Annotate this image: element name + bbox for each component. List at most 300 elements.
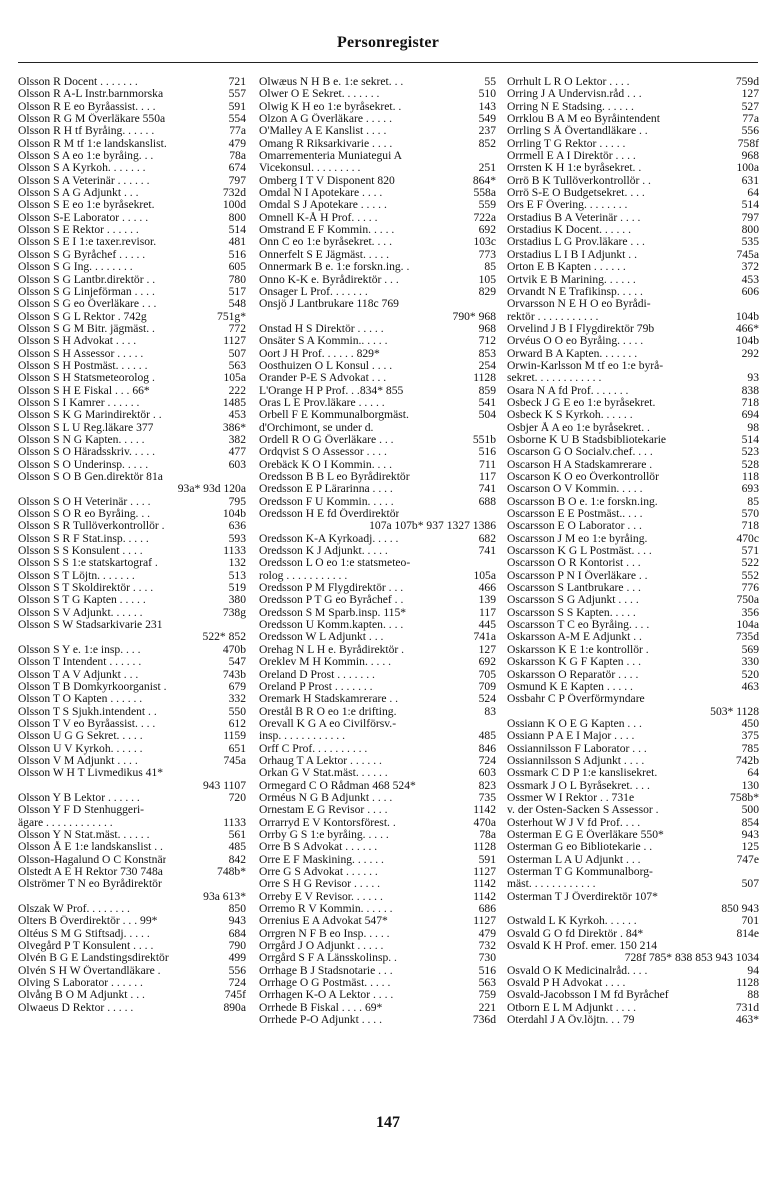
entry-pages: 722a bbox=[473, 210, 496, 224]
entry-pages: 523 bbox=[741, 445, 759, 459]
register-entry bbox=[18, 76, 246, 88]
entry-pages: 712 bbox=[478, 334, 496, 348]
register-entry bbox=[259, 656, 496, 668]
entry-name: Ordqvist S O Assessor . . . . bbox=[259, 446, 387, 459]
entry-name: Oredsson P M Flygdirektör . . . bbox=[259, 582, 404, 595]
entry-name: Oreland P Prost . . . . . . . bbox=[259, 680, 373, 693]
entry-name: Orre E F Maskining. . . . . . bbox=[259, 853, 384, 866]
entry-pages: 513 bbox=[228, 568, 246, 582]
entry-name: Olsson S-E Laborator . . . . . bbox=[18, 211, 149, 224]
entry-name: Oredsson K J Adjunkt. . . . . bbox=[259, 545, 388, 558]
register-entry bbox=[507, 767, 759, 779]
register-entry bbox=[18, 829, 246, 841]
entry-pages: 372 bbox=[741, 260, 759, 274]
entry-name: Osterman T G Kommunalborg- bbox=[507, 866, 653, 878]
register-entry bbox=[507, 224, 759, 236]
entry-pages: 130 bbox=[741, 778, 759, 792]
entry-name: Olsson S H Statsmeteorolog . bbox=[18, 372, 155, 385]
entry-pages: 864* bbox=[472, 173, 496, 187]
entry-pages: 466 bbox=[478, 581, 496, 595]
entry-name: Oscarsson P N I Överläkare . . bbox=[507, 569, 648, 582]
register-entry bbox=[18, 755, 246, 767]
entry-continuation: 790* 968 bbox=[452, 309, 496, 323]
entry-pages: 603 bbox=[228, 457, 246, 471]
entry-name: Oredsson L O eo 1:e statsmeteo- bbox=[259, 557, 411, 570]
register-entry bbox=[507, 928, 759, 940]
register-entry bbox=[507, 199, 759, 211]
entry-pages bbox=[242, 804, 246, 816]
entry-pages: 549 bbox=[478, 112, 496, 126]
page-number: 147 bbox=[376, 1114, 400, 1131]
register-entry bbox=[259, 261, 496, 273]
entry-pages: 548 bbox=[228, 297, 246, 311]
entry-pages: 776 bbox=[741, 581, 759, 595]
entry-pages: 751g* bbox=[217, 309, 246, 323]
entry-name: Oltéus S M G Stiftsadj. . . . . bbox=[18, 927, 150, 940]
entry-pages: 547 bbox=[228, 655, 246, 669]
entry-name: Olsson S H Advokat . . . . bbox=[18, 335, 137, 348]
entry-continuation: 943 1107 bbox=[202, 778, 246, 792]
entry-pages: 1142 bbox=[473, 803, 496, 817]
entry-pages: 758f bbox=[737, 136, 759, 150]
register-entry bbox=[18, 335, 246, 347]
register-entry bbox=[259, 718, 496, 730]
entry-pages: 237 bbox=[478, 124, 496, 138]
entry-name: Olsson-Hagalund O C Konstnär bbox=[18, 853, 167, 866]
entry-pages: 292 bbox=[741, 346, 759, 360]
register-entry bbox=[507, 372, 759, 384]
entry-pages: 968 bbox=[478, 321, 496, 335]
register-entry bbox=[259, 829, 496, 841]
entry-pages: 558a bbox=[473, 186, 496, 200]
entry-pages: 510 bbox=[478, 87, 496, 101]
register-entry bbox=[259, 459, 496, 471]
entry-pages: 692 bbox=[478, 223, 496, 237]
register-entry bbox=[259, 212, 496, 224]
entry-pages: 780 bbox=[228, 272, 246, 286]
entry-name: Orvelind J B I Flygdirektör 79b bbox=[507, 322, 655, 335]
entry-pages: 551b bbox=[472, 432, 496, 446]
register-entry bbox=[507, 866, 759, 878]
register-entry bbox=[18, 125, 246, 137]
entry-pages: 785 bbox=[741, 741, 759, 755]
register-entry bbox=[18, 459, 246, 471]
entry-pages: 800 bbox=[228, 210, 246, 224]
entry-name: Ossmark C D P 1:e kanslisekret. bbox=[507, 767, 658, 780]
register-entry bbox=[507, 101, 759, 113]
entry-name: Oscarson K O eo Överkontrollör bbox=[507, 471, 659, 483]
entry-pages: 527 bbox=[741, 99, 759, 113]
register-entry bbox=[507, 520, 759, 532]
register-entry bbox=[18, 681, 246, 693]
entry-name: Olwig K H eo 1:e byråsekret. . bbox=[259, 100, 402, 113]
register-entry bbox=[259, 619, 496, 631]
register-entry bbox=[18, 644, 246, 656]
entry-name: Orstadius L G Prov.läkare . . . bbox=[507, 236, 645, 249]
register-column-2 bbox=[259, 76, 496, 1026]
register-entry bbox=[259, 693, 496, 705]
entry-name: Olsson S O Underinsp. . . . . bbox=[18, 458, 149, 471]
register-entry bbox=[259, 76, 496, 88]
entry-pages: 105a bbox=[473, 568, 496, 582]
entry-pages: 78a bbox=[479, 827, 496, 841]
entry-name: Olving S Laborator . . . . . . bbox=[18, 977, 143, 990]
entry-name: Olvén S H W Övertandläkare . bbox=[18, 964, 161, 977]
entry-pages: 748b* bbox=[217, 865, 246, 878]
entry-pages: 453 bbox=[228, 408, 246, 422]
register-entry bbox=[507, 977, 759, 989]
register-entry bbox=[507, 249, 759, 261]
entry-pages: 221 bbox=[478, 1000, 496, 1014]
entry-name: Omarrementeria Muniategui A bbox=[259, 150, 402, 163]
register-entry bbox=[507, 113, 759, 125]
entry-pages bbox=[242, 878, 246, 890]
entry-name: Oredsson H E fd Överdirektör bbox=[259, 508, 400, 521]
entry-pages: 479 bbox=[228, 136, 246, 150]
entry-pages: 485 bbox=[228, 840, 246, 854]
entry-name: Orreby E V Revisor. . . . . . bbox=[259, 890, 383, 903]
register-entry bbox=[507, 496, 759, 508]
entry-pages: 679 bbox=[228, 679, 246, 693]
entry-pages: 741 bbox=[478, 482, 496, 496]
entry-name: Oscarsson K G L Postmäst. . . . bbox=[507, 545, 652, 558]
entry-name: Osterman G eo Bibliotekarie . . bbox=[507, 841, 653, 854]
entry-pages: 724 bbox=[478, 753, 496, 767]
entry-pages: 1127 bbox=[473, 914, 496, 928]
register-entry bbox=[507, 150, 759, 162]
register-entry bbox=[18, 212, 246, 224]
register-entry bbox=[507, 323, 759, 335]
entry-name: Orebäck K O I Kommin. . . . bbox=[259, 458, 392, 471]
entry-pages: 118 bbox=[742, 470, 759, 483]
register-entry bbox=[507, 693, 759, 705]
register-entry bbox=[18, 977, 246, 989]
entry-name: Olsson S H E Fiskal . . . 66* bbox=[18, 384, 150, 397]
register-entry bbox=[507, 792, 759, 804]
entry-pages: 528 bbox=[741, 457, 759, 471]
entry-name: Ormegard C O Rådman 468 524* bbox=[259, 779, 416, 792]
entry-name: Olsson S O R eo Byråing. . . bbox=[18, 508, 151, 521]
entry-pages: 1127 bbox=[473, 865, 496, 878]
register-entry bbox=[259, 175, 496, 187]
register-entry bbox=[507, 409, 759, 421]
entry-pages: 470c bbox=[736, 531, 759, 545]
register-entry bbox=[507, 582, 759, 594]
entry-name: Olströmer T N eo Byrådirektör bbox=[18, 878, 162, 891]
entry-pages: 735 bbox=[478, 790, 496, 804]
entry-pages: 571 bbox=[741, 544, 759, 558]
register-entry bbox=[259, 817, 496, 829]
entry-name: Orrby G S 1:e byråing. . . . . bbox=[259, 828, 389, 841]
entry-name: Oreklev M H Kommin. . . . . bbox=[259, 656, 392, 669]
register-entry bbox=[259, 681, 496, 693]
register-entry bbox=[259, 706, 496, 718]
entry-pages bbox=[242, 767, 246, 779]
entry-name: Otborn E L M Adjunkt . . . . bbox=[507, 1001, 637, 1014]
register-entry bbox=[18, 706, 246, 718]
register-entry bbox=[18, 508, 246, 520]
entry-name: Oskarsson K G F Kapten . . . bbox=[507, 656, 641, 669]
entry-name: Oredsson U Komm.kapten. . . . bbox=[259, 619, 404, 632]
entry-pages: 612 bbox=[228, 716, 246, 730]
entry-name: Olsson S H Assessor . . . . . bbox=[18, 347, 144, 360]
register-entry bbox=[259, 891, 496, 903]
register-entry bbox=[507, 187, 759, 199]
register-entry bbox=[507, 594, 759, 606]
register-entry bbox=[18, 928, 246, 940]
entry-name: Osbeck J G E eo 1:e byråsekret. bbox=[507, 396, 656, 409]
register-entry bbox=[507, 557, 759, 569]
entry-pages bbox=[755, 693, 759, 705]
entry-pages: 842 bbox=[228, 852, 246, 866]
entry-pages: 605 bbox=[228, 260, 246, 274]
entry-name: Olsson T O Kapten . . . . . . bbox=[18, 693, 143, 706]
register-entry bbox=[18, 570, 246, 582]
entry-name: Ossbahr C P Överförmyndare bbox=[507, 693, 645, 706]
entry-pages: 104a bbox=[736, 618, 759, 632]
entry-name: Oscarsson J M eo 1:e byråing. bbox=[507, 532, 648, 545]
entry-pages: 522 bbox=[741, 556, 759, 570]
register-entry bbox=[259, 471, 496, 483]
entry-name: Olsson S G eo Överläkare . . . bbox=[18, 298, 157, 311]
register-entry bbox=[507, 804, 759, 816]
register-entry bbox=[507, 780, 759, 792]
entry-pages: 732 bbox=[478, 939, 496, 953]
register-entry bbox=[259, 101, 496, 113]
entry-name: Omdal N I Apotekare . . . . bbox=[259, 187, 383, 200]
entry-pages: 570 bbox=[741, 507, 759, 521]
register-entry bbox=[507, 125, 759, 137]
register-entry bbox=[18, 693, 246, 705]
entry-pages: 550 bbox=[228, 704, 246, 718]
entry-pages: 1128 bbox=[473, 840, 496, 854]
entry-pages: 517 bbox=[228, 284, 246, 298]
entry-name: Osterman E G E Överläkare 550* bbox=[507, 828, 664, 841]
entry-pages: 745a bbox=[736, 247, 759, 261]
entry-pages: 593 bbox=[228, 531, 246, 545]
entry-name: Orton E B Kapten . . . . . . bbox=[507, 261, 626, 274]
register-entry bbox=[507, 348, 759, 360]
register-entry bbox=[259, 409, 496, 421]
register-entry bbox=[259, 755, 496, 767]
entry-pages: 556 bbox=[741, 124, 759, 138]
entry-pages: 720 bbox=[228, 790, 246, 804]
entry-name: Oscarsson B O e. 1:e forskn.ing. bbox=[507, 495, 658, 508]
entry-pages: 481 bbox=[228, 235, 246, 249]
register-entry bbox=[259, 854, 496, 866]
entry-name: Olsson T Intendent . . . . . . bbox=[18, 656, 142, 669]
register-entry bbox=[259, 446, 496, 458]
entry-name: Oras L E Prov.läkare . . . . . bbox=[259, 396, 385, 409]
entry-pages: 541 bbox=[478, 395, 496, 409]
entry-pages: 743b bbox=[222, 667, 246, 681]
register-entry bbox=[18, 915, 246, 927]
register-entry bbox=[507, 471, 759, 483]
register-entry bbox=[259, 360, 496, 372]
entry-name: Orrarryd E V Kontorsförest. . bbox=[259, 816, 396, 829]
register-entry bbox=[507, 162, 759, 174]
entry-name: Oskarsson K E 1:e kontrollör . bbox=[507, 643, 649, 656]
entry-name: Orrhede P-O Adjunkt . . . . bbox=[259, 1014, 383, 1027]
entry-name: Vicekonsul. . . . . . . . . bbox=[259, 162, 361, 175]
register-entry bbox=[259, 878, 496, 890]
entry-name: Orrö S-E O Budgetsekret. . . . bbox=[507, 187, 645, 200]
entry-name: Orrhage O G Postmäst. . . . . bbox=[259, 977, 391, 990]
entry-continuation: 107a 107b* 937 1327 1386 bbox=[369, 519, 496, 533]
entry-name: Oterdahl J A Öv.löjtn. . . 79 bbox=[507, 1014, 635, 1027]
entry-pages: 519 bbox=[228, 581, 246, 595]
entry-name: Ossiannilsson S Adjunkt . . . . bbox=[507, 754, 645, 767]
register-entry bbox=[259, 187, 496, 199]
register-entry bbox=[18, 236, 246, 248]
register-entry bbox=[507, 483, 759, 495]
entry-name: Oskarsson A-M E Adjunkt . . bbox=[507, 631, 642, 644]
entry-pages: 773 bbox=[478, 247, 496, 261]
register-entry bbox=[507, 607, 759, 619]
entry-name: Osvald O K Medicinalråd. . . . bbox=[507, 964, 648, 977]
register-entry bbox=[507, 829, 759, 841]
entry-name: Orring J A Undervisn.råd . . . bbox=[507, 88, 642, 101]
entry-pages: 688 bbox=[478, 494, 496, 508]
entry-name: Omberg I T V Disponent 820 bbox=[259, 174, 395, 187]
entry-name: v. der Osten-Sacken S Assessor . bbox=[507, 804, 659, 817]
entry-pages: 85 bbox=[747, 494, 759, 508]
entry-name: Ossmark J O L Byråsekret. . . . bbox=[507, 779, 650, 792]
entry-pages: 470b bbox=[222, 642, 246, 656]
entry-pages: 470a bbox=[473, 815, 496, 829]
entry-name: Olsson S H Postmäst. . . . . . bbox=[18, 359, 148, 372]
entry-name: Omang R Riksarkivarie . . . . bbox=[259, 137, 393, 150]
entry-name: Osvald P H Advokat . . . . bbox=[507, 977, 626, 990]
register-entry bbox=[18, 101, 246, 113]
register-entry bbox=[259, 780, 496, 792]
register-entry bbox=[18, 286, 246, 298]
entry-pages: 705 bbox=[478, 667, 496, 681]
entry-name: Orstadius K Docent. . . . . . bbox=[507, 224, 631, 237]
entry-name: Olsson S T G Kapten . . . . . bbox=[18, 594, 146, 607]
entry-pages: 500 bbox=[741, 803, 759, 817]
entry-pages: 968 bbox=[741, 149, 759, 163]
entry-pages: 795 bbox=[228, 494, 246, 508]
register-entry bbox=[18, 743, 246, 755]
entry-continuation: 503* 1128 bbox=[710, 704, 759, 718]
register-entry bbox=[259, 113, 496, 125]
entry-name: Oscarson H A Stadskamrerare . bbox=[507, 458, 653, 471]
entry-pages: 846 bbox=[478, 741, 496, 755]
register-entry bbox=[259, 644, 496, 656]
entry-name: Orrling T G Rektor . . . . . bbox=[507, 137, 626, 150]
entry-name: Olsson Y B Lektor . . . . . . bbox=[18, 791, 140, 804]
entry-name: Orrsten K H 1:e byråsekret. . bbox=[507, 162, 642, 175]
entry-pages: 104b bbox=[735, 334, 759, 348]
register-entry bbox=[507, 508, 759, 520]
entry-pages: 718 bbox=[741, 519, 759, 533]
register-entry bbox=[18, 792, 246, 804]
entry-name: Olsson T V eo Byråassist. . . . bbox=[18, 717, 156, 730]
entry-pages: 382 bbox=[228, 432, 246, 446]
register-entry bbox=[507, 681, 759, 693]
register-entry bbox=[259, 286, 496, 298]
entry-name: Olsson S O H Veterinär . . . . bbox=[18, 495, 151, 508]
register-column-3 bbox=[507, 76, 759, 1026]
entry-name: Olsson S T Skoldirektör . . . . bbox=[18, 582, 154, 595]
entry-name: Olsson S E Rektor . . . . . . bbox=[18, 224, 139, 237]
entry-name: Orstadius B A Veterinär . . . . bbox=[507, 211, 641, 224]
entry-pages: 78a bbox=[229, 149, 246, 163]
entry-pages: 738g bbox=[222, 605, 246, 619]
entry-name: Olsson S N G Kapten. . . . . bbox=[18, 433, 145, 446]
entry-name: Oscarsson S G Adjunkt . . . . bbox=[507, 594, 639, 607]
entry-pages: 139 bbox=[478, 593, 496, 607]
entry-name: Olwer O E Sekret. . . . . . . bbox=[259, 88, 380, 101]
register-entry bbox=[18, 138, 246, 150]
entry-name: Osara N A fd Prof. . . . . . . bbox=[507, 384, 629, 397]
entry-name: Olsson S R F Stat.insp. . . . . bbox=[18, 532, 149, 545]
entry-pages: 386* bbox=[222, 420, 246, 434]
register-entry bbox=[507, 841, 759, 853]
entry-pages: 701 bbox=[741, 914, 759, 928]
register-entry bbox=[18, 903, 246, 915]
entry-name: Olsson S R Tullöverkontrollör . bbox=[18, 520, 165, 533]
entry-name: Olsson S O B Gen.direktör 81a bbox=[18, 471, 163, 483]
register-entry bbox=[259, 533, 496, 545]
entry-name: Olsson S T Löjtn. . . . . . . bbox=[18, 569, 135, 582]
register-entry bbox=[507, 644, 759, 656]
register-entry bbox=[259, 545, 496, 557]
entry-name: Orestål B R O eo 1:e drifting. bbox=[259, 705, 397, 718]
entry-pages: 684 bbox=[228, 926, 246, 940]
register-entry bbox=[18, 940, 246, 952]
register-entry bbox=[18, 545, 246, 557]
entry-name: rolog . . . . . . . . . . . bbox=[259, 569, 348, 582]
entry-name: Oredsson P T G eo Byråchef . . bbox=[259, 594, 404, 607]
entry-pages: 800 bbox=[741, 223, 759, 237]
entry-pages: 64 bbox=[747, 766, 759, 780]
register-entry bbox=[18, 854, 246, 866]
entry-pages: 694 bbox=[741, 408, 759, 422]
entry-name: ägare . . . . . . . . . . . . bbox=[18, 816, 113, 829]
register-entry bbox=[259, 952, 496, 964]
entry-pages: 222 bbox=[228, 383, 246, 397]
entry-name: Osmund K E Kapten . . . . . bbox=[507, 680, 633, 693]
entry-name: Olsson R Docent . . . . . . . bbox=[18, 76, 138, 88]
entry-name: Orstadius L I B I Adjunkt . . bbox=[507, 248, 637, 261]
entry-pages: 692 bbox=[478, 655, 496, 669]
entry-name: Oscarson G O Socialv.chef. . . . bbox=[507, 446, 653, 459]
entry-pages: 1133 bbox=[223, 544, 246, 558]
register-entry bbox=[18, 1002, 246, 1014]
entry-name: Olsson R M tf 1:e landskanslist. bbox=[18, 137, 167, 150]
register-entry bbox=[259, 372, 496, 384]
header-rule bbox=[18, 62, 758, 63]
entry-pages: 823 bbox=[478, 778, 496, 792]
entry-name: Ordell R O G Överläkare . . . bbox=[259, 433, 394, 446]
entry-name: Olsson S G M Bitr. jägmäst. . bbox=[18, 322, 155, 335]
entry-pages: 98 bbox=[747, 420, 759, 434]
entry-name: Orbell F E Kommunalborgmäst. bbox=[259, 409, 409, 422]
entry-name: Oosthuizen O L Konsul . . . . bbox=[259, 359, 393, 372]
entry-pages: 1128 bbox=[473, 371, 496, 385]
entry-continuation: 850 943 bbox=[721, 902, 759, 916]
register-entry bbox=[507, 545, 759, 557]
entry-pages: 1142 bbox=[473, 877, 496, 891]
register-entry bbox=[259, 88, 496, 100]
register-entry bbox=[259, 348, 496, 360]
entry-pages: 127 bbox=[741, 87, 759, 101]
entry-pages: 103c bbox=[473, 235, 496, 249]
register-entry bbox=[18, 582, 246, 594]
register-entry bbox=[507, 236, 759, 248]
